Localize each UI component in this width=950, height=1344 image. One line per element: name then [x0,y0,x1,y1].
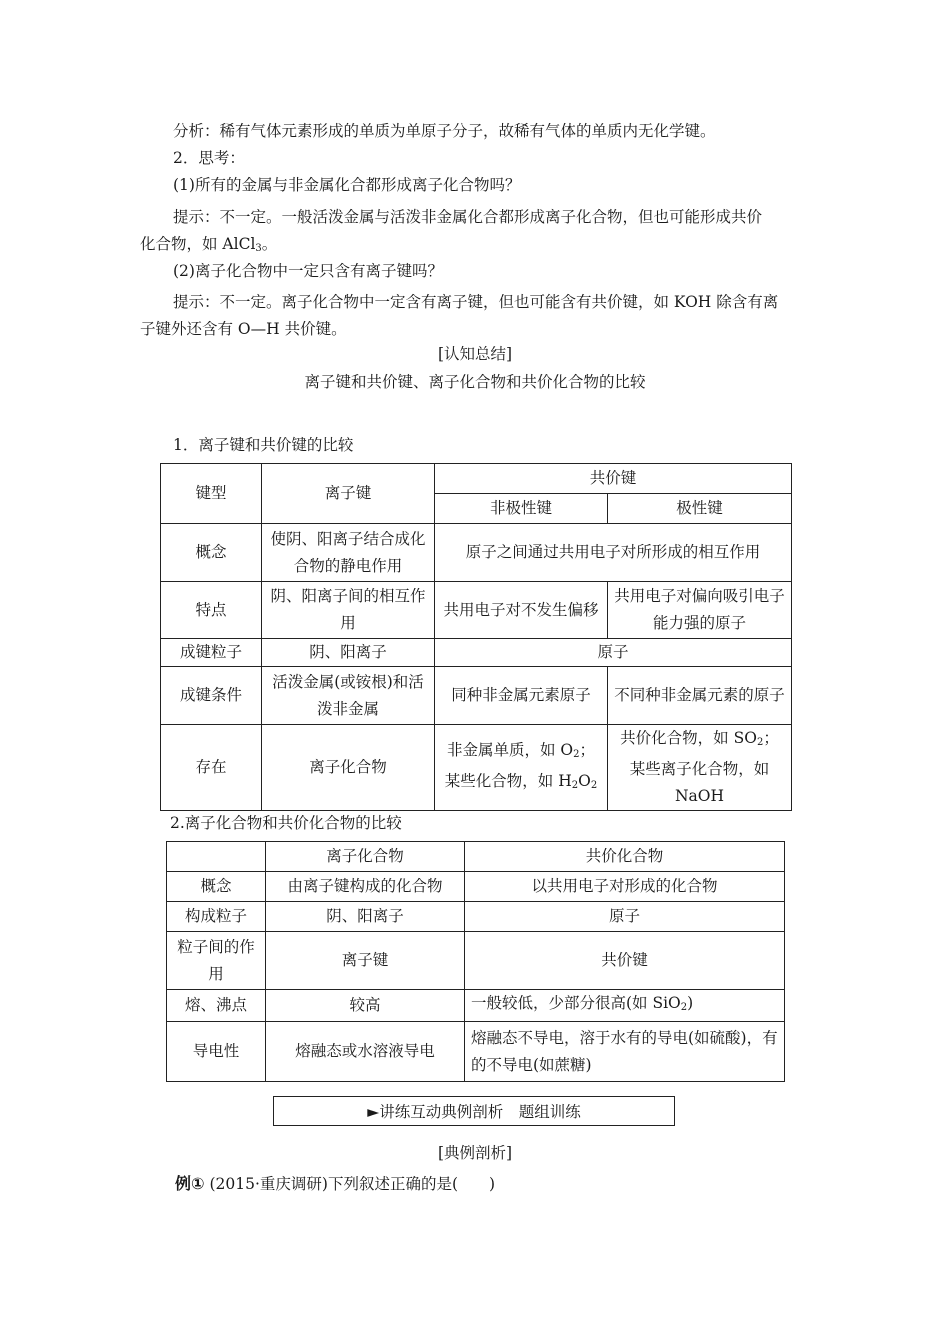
cell-ionic-condition: 活泼金属(或铵根)和活泼非金属 [262,667,435,725]
cell-covalent-concept: 以共用电子对形成的化合物 [465,872,785,902]
cell-nonpolar-feature: 共用电子对不发生偏移 [435,582,608,639]
header-covalent-bond: 共价键 [435,464,792,494]
cell-polar-existence: 共价化合物，如 $SO_2$； 某些离子化合物，如NaOH [608,725,792,811]
question-2: (2)离子化合物中一定只含有离子键吗？ [173,262,443,280]
example-mark: 例① [175,1174,205,1193]
header-covalent-compound: 共价化合物 [465,842,785,872]
example-question [175,1172,495,1196]
cell-ionic-interaction: 离子键 [266,932,465,990]
header-bond-type: 键型 [161,464,262,524]
row-label-particle: 成键粒子 [161,639,262,667]
example-text: (2015·重庆调研)下列叙述正确的是( ) [209,1175,496,1193]
row-label-concept: 概念 [161,524,262,582]
summary-title: 离子键和共价键、离子化合物和共价化合物的比较 [304,373,646,391]
cell-polar-feature: 共用电子对偏向吸引电子能力强的原子 [608,582,792,639]
answer-1-line2: 化合物，如 AlCl$_3$。 [140,235,278,254]
cell-ionic-particle: 阴、阳离子 [266,902,465,932]
header-polar: 极性键 [608,494,792,524]
compound-comparison-table [166,841,785,1082]
row-label-conductivity: 导电性 [167,1022,266,1082]
table2-caption: 2.离子化合物和共价化合物的比较 [170,814,402,832]
cell-nonpolar-condition: 同种非金属元素原子 [435,667,608,725]
cell-covalent-concept: 原子之间通过共用电子对所形成的相互作用 [435,524,792,582]
cell-covalent-particle: 原子 [465,902,785,932]
answer-2-line1: 提示：不一定。离子化合物中一定含有离子键，但也可能含有共价键，如 KOH 除含有离 [173,293,779,311]
header-ionic-compound: 离子化合物 [266,842,465,872]
example-tag: [典例剖析] [437,1144,513,1162]
cell-nonpolar-existence: 非金属单质，如 $O_2$； 某些化合物，如 $H_2O_2$ [435,725,608,811]
table1-caption: 1．离子键和共价键的比较 [173,436,354,454]
cell-ionic-concept: 使阴、阳离子结合成化合物的静电作用 [262,524,435,582]
question-1: (1)所有的金属与非金属化合都形成离子化合物吗？ [173,176,521,194]
row-label-concept: 概念 [167,872,266,902]
answer-2-line2: 子键外还含有 O—H 共价键。 [140,320,347,338]
row-label-condition: 成键条件 [161,667,262,725]
cell-ionic-existence: 离子化合物 [262,725,435,811]
cell-ionic-conductivity: 熔融态或水溶液导电 [266,1022,465,1082]
cell-covalent-conductivity: 熔融态不导电，溶于水有的导电(如硫酸)，有的不导电(如蔗糖) [465,1022,785,1082]
cell-covalent-melting: 一般较低，少部分很高(如 SiO$_2$) [465,990,785,1022]
summary-tag: [认知总结] [437,345,513,363]
cell-ionic-feature: 阴、阳离子间的相互作用 [262,582,435,639]
row-label-feature: 特点 [161,582,262,639]
cell-ionic-melting: 较高 [266,990,465,1022]
cell-ionic-concept: 由离子键构成的化合物 [266,872,465,902]
analysis-line: 分析：稀有气体元素形成的单质为单原子分子，故稀有气体的单质内无化学键。 [173,122,716,140]
header-empty [167,842,266,872]
section-banner: ►讲练互动典例剖析 题组训练 [273,1096,675,1126]
think-heading: 2．思考： [173,149,245,167]
cell-ionic-particle: 阴、阳离子 [262,639,435,667]
cell-covalent-interaction: 共价键 [465,932,785,990]
header-ionic-bond: 离子键 [262,464,435,524]
row-label-particle: 构成粒子 [167,902,266,932]
row-label-interaction: 粒子间的作用 [167,932,266,990]
answer-1-line1: 提示：不一定。一般活泼金属与活泼非金属化合都形成离子化合物，但也可能形成共价 [173,208,763,226]
cell-covalent-particle: 原子 [435,639,792,667]
header-nonpolar: 非极性键 [435,494,608,524]
row-label-existence: 存在 [161,725,262,811]
bond-comparison-table [160,463,792,811]
cell-polar-condition: 不同种非金属元素的原子 [608,667,792,725]
row-label-melting: 熔、沸点 [167,990,266,1022]
